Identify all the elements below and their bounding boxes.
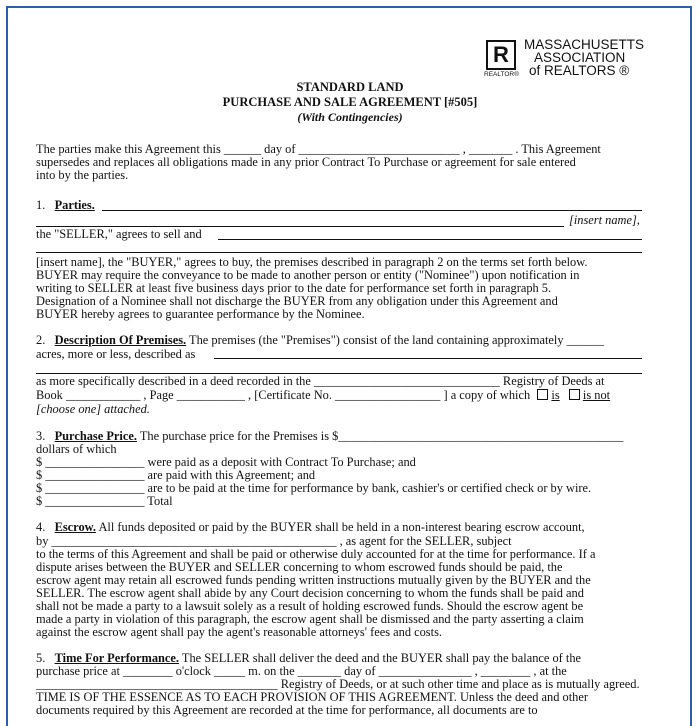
section-5-line-2: purchase price at ________ o'clock _____ m. on the _______ day of _______________ , ________ , at the (36, 664, 567, 678)
intro-line-3: into by the parties. (36, 168, 129, 182)
section-4-line-2: by ______________________________________________ , as agent for the SELLER, subject (36, 534, 512, 548)
section-title: Description Of Premises. (54, 333, 187, 347)
section-4-line-4: dispute arises between the BUYER and SELLER concerning to whom escrowed funds should be paid, the (36, 560, 563, 574)
section-5-line-4: TIME IS OF THE ESSENCE AS TO EACH PROVISION OF THIS AGREEMENT. Unless the deed and other (36, 690, 588, 704)
section-number: 3. (36, 429, 46, 443)
section-4-line-9: against the escrow agent shall pay the agent's reasonable attorneys' fees and costs. (36, 625, 442, 639)
section-title: Escrow. (54, 520, 97, 534)
insert-name-note: [insert name], (569, 213, 640, 227)
book-page-text: Book ____________ , Page ___________ , [Certificate No. _________________ ] a copy of which (36, 388, 531, 402)
intro-line-2: supersedes and replaces all obligations made in any prior Contract To Purchase or agreement for sale entered (36, 155, 576, 169)
section-number: 5. (36, 651, 46, 665)
buyer-name-line-2[interactable] (36, 252, 642, 253)
section-2-line-2: acres, more or less, described as (36, 347, 196, 361)
document-subtitle: PURCHASE AND SALE AGREEMENT [#505] (222, 95, 478, 109)
section-1-line-6: BUYER may require the conveyance to be made to another person or entity ("Nominee") upon notification in (36, 268, 580, 282)
section-5-line-1-text: The SELLER shall deliver the deed and the BUYER shall pay the balance of the (181, 651, 582, 665)
section-3-heading (36, 430, 623, 443)
section-2-line-4: as more specifically described in a deed recorded in the ______________________________ Registry of Deeds at (36, 374, 605, 388)
buyer-name-line-1[interactable] (218, 239, 642, 240)
section-title: Time For Performance. (54, 651, 180, 665)
section-4-heading (36, 521, 585, 534)
seller-label: the "SELLER," agrees to sell and (36, 227, 202, 241)
section-5-line-5: documents required by this Agreement are recorded at the time for performance, all documents are to (36, 703, 538, 717)
section-4-line-3: to the terms of this Agreement and shall be paid or otherwise duly accounted for at the time for performance. If a (36, 547, 596, 561)
price-row-deposit: $ ________________ were paid as a deposit with Contract To Purchase; and (36, 455, 416, 469)
price-row-total: $ ________________ Total (36, 494, 173, 508)
premises-description-line-1[interactable] (214, 358, 642, 359)
section-2-line-6: [choose one] attached. (36, 402, 150, 416)
section-1-line-7: writing to SELLER at least five business days prior to the date for performance set forth in paragraph 5. (36, 281, 552, 295)
section-3-line-1-text: The purchase price for the Premises is $______________________________________________ (139, 429, 624, 443)
logo-line-3: of REALTORS ® (529, 63, 630, 78)
section-number: 4. (36, 520, 46, 534)
is-checkbox[interactable] (537, 389, 548, 400)
section-5-line-3: _______________________________________ Registry of Deeds, or at such other time and place as is mutually agreed. (36, 677, 640, 691)
realtor-emblem (486, 40, 516, 70)
is-label: is (551, 388, 560, 402)
section-4-line-8: made a party in violation of this paragraph, the escrow agent shall be dismissed and the party asserting a claim (36, 612, 584, 626)
section-4-line-6: SELLER. The escrow agent shall abide by any Court decision concerning to whom the funds shall be paid and (36, 586, 584, 600)
section-4-line-7: shall not be made a party to a lawsuit solely as a result of holding escrowed funds. Should the escrow agent be (36, 599, 584, 613)
realtor-emblem-caption: REALTOR® (484, 71, 519, 78)
section-number: 2. (36, 333, 46, 347)
seller-name-line-1[interactable] (102, 210, 642, 211)
section-2-line-1-text: The premises (the "Premises") consist of the land containing approximately ______ (189, 333, 604, 347)
section-1-heading (36, 199, 95, 212)
section-4-line-5: escrow agent may retain all escrowed funds pending written instructions mutually given by the BUYER and the (36, 573, 591, 587)
document-title: STANDARD LAND (296, 80, 404, 94)
logo-line-2: ASSOCIATION (534, 50, 626, 65)
section-2-heading (36, 334, 604, 347)
document-qualifier: (With Contingencies) (297, 110, 403, 124)
price-row-balance: $ ________________ are to be paid at the time for performance by bank, cashier's or certified check or by wire. (36, 481, 592, 495)
section-title: Parties. (54, 198, 95, 212)
logo-line-1: MASSACHUSETTS (524, 37, 645, 52)
is-not-label: is not (582, 388, 611, 402)
realtor-r-letter: R (493, 42, 509, 67)
section-4-line-1-text: All funds deposited or paid by the BUYER shall be held in a non-interest bearing escrow account, (98, 520, 585, 534)
is-not-checkbox[interactable] (569, 389, 580, 400)
section-1-line-9: BUYER hereby agrees to guarantee performance by the Nominee. (36, 307, 365, 321)
section-title: Purchase Price. (54, 429, 137, 443)
section-3-line-2: dollars of which (36, 442, 117, 456)
section-2-line-5 (36, 389, 610, 402)
intro-line-1: The parties make this Agreement this ______ day of __________________________ , _______ . This Agreement (36, 142, 601, 156)
section-1-line-8: Designation of a Nominee shall not discharge the BUYER from any obligation under this Agreement and (36, 294, 558, 308)
price-row-paid: $ ________________ are paid with this Agreement; and (36, 468, 316, 482)
section-number: 1. (36, 198, 46, 212)
buyer-agreement-text: [insert name], the "BUYER," agrees to buy, the premises described in paragraph 2 on the terms set forth below. (36, 255, 588, 269)
